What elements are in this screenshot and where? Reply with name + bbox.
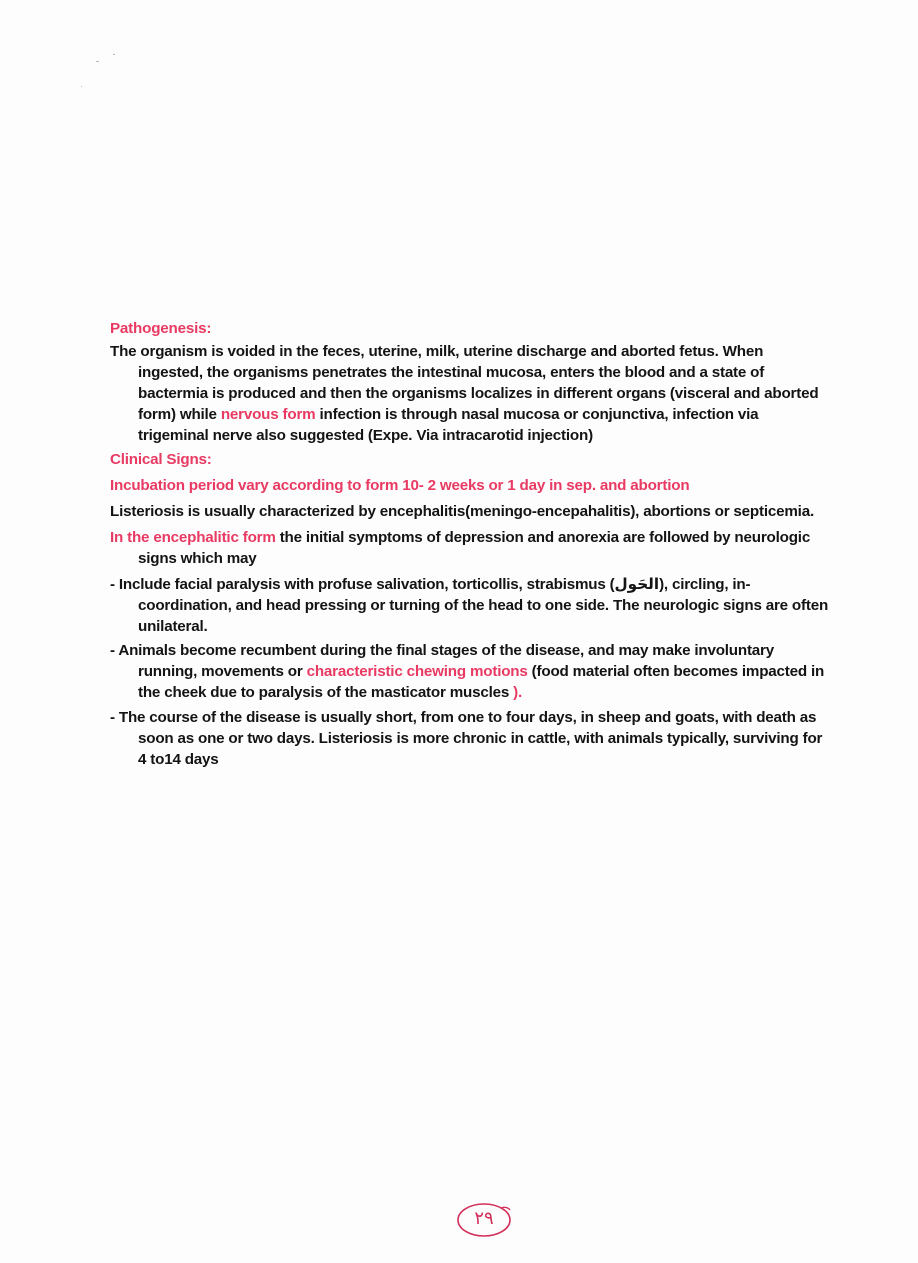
encephalitic-form-highlight: In the encephalitic form [110,529,276,546]
pathogenesis-heading: Pathogenesis: [110,320,212,337]
incubation-period-line: Incubation period vary according to form 10- 2 weeks or 1 day in sep. and abortion [110,477,690,494]
scan-speck [96,61,99,62]
bullet-facial-paralysis: - Include facial paralysis with profuse salivation, torticollis, strabismus (الحَول), circling, in-coordination, and head pressing or turning of the head to one side. The neurologic signs are often unilateral. [110,576,829,635]
clinical-signs-heading: Clinical Signs: [110,451,212,468]
encephalitic-form-paragraph [110,527,830,569]
pathogenesis-paragraph [110,341,830,446]
pathogenesis-text-2: infection is through nasal mucosa or conjunctiva, infection via trigeminal nerve also suggested (Expe. Via intracarotid injection) [138,406,759,444]
pathogenesis-text-1: The organism is voided in the feces, uterine, milk, uterine discharge and aborted fetus. When ingested, the organisms penetrates the intestinal mucosa, enters the blood and a state of bactermia is produced and then the organisms localizes in different organs (visceral and aborted form) while [110,343,819,423]
bullet-recumbent [110,640,830,703]
bullet-recumbent-text-1: - Animals become recumbent during the final stages of the disease, and may make involuntary running, movements or [110,642,775,680]
bullet-recumbent-close: ). [513,684,523,701]
chewing-motions-highlight: characteristic chewing motions [306,663,528,680]
scan-speck [81,86,82,87]
bullet-disease-course: - The course of the disease is usually short, from one to four days, in sheep and goats, with death as soon as one or two days. Listeriosis is more chronic in cattle, with animals typically, surviving for 4 to14 days [110,709,823,768]
page-number-text: ٢٩ [474,1208,494,1229]
nervous-form-highlight: nervous form [220,406,316,423]
page-number [455,1200,513,1238]
document-body [110,318,830,770]
scan-speck [113,54,115,55]
encephalitic-form-text: the initial symptoms of depression and anorexia are followed by neurologic signs which may [138,529,811,567]
listeriosis-paragraph: Listeriosis is usually characterized by encephalitis(meningo-encepahalitis), abortions or septicemia. [110,503,814,520]
bullet-recumbent-text-2: (food material often becomes impacted in the cheek due to paralysis of the masticator muscles [138,663,825,701]
